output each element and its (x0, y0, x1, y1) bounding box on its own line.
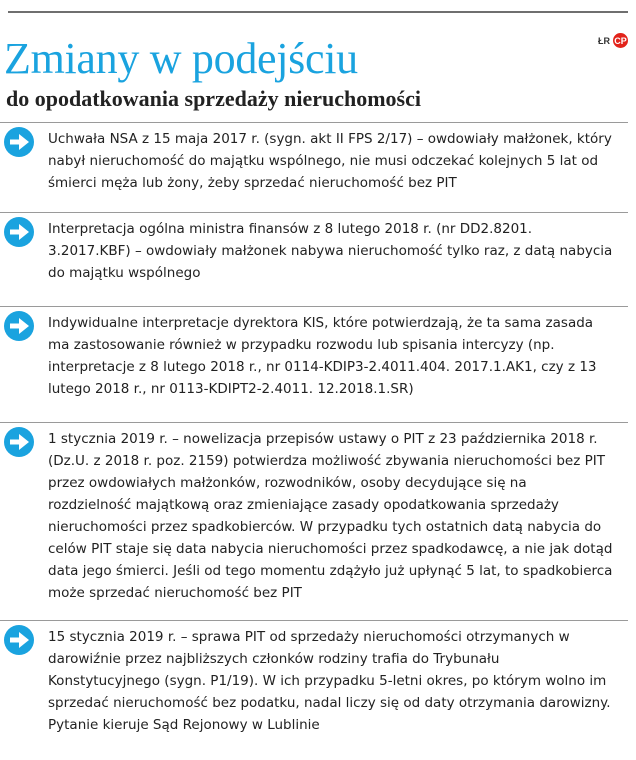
publication-logo: CP (613, 33, 628, 48)
item-text: 1 stycznia 2019 r. – nowelizacja przepisów ustawy o PIT z 23 października 2018 r. (Dz.U. z 2018 r. poz. 2159) potwierdza możliwość zbywania nieruchomości bez PIT przez owdowiałych małżonków, rozwodników, osoby decydujące się na rozdzielność majątkową oraz zmieniające zasady opodatkowania sprzedaży nieruchomości przez spadkobierców. W przypadku tych ostatnich datą nabycia do celów PIT staje się data nabycia nieruchomości przez spadkodawcę, a nie jak dotąd data jego śmierci. Jeśli od tego momentu zdążyło już upłynąć 5 lat, to spadkobierca może sprzedać nieruchomość bez PIT (48, 431, 613, 601)
item-text: 15 stycznia 2019 r. – sprawa PIT od sprzedaży nieruchomości otrzymanych w darowiźnie przez najbliższych członków rodziny trafia do Trybunału Konstytucyjnego (sygn. P1/19). W ich przypadku 5-letni okres, po którym wolno im sprzedać nieruchomość bez podatku, nadal liczy się od daty otrzymania darowizny. Pytanie kieruje Sąd Rejonowy w Lublinie (48, 629, 611, 733)
item-text: Indywidualne interpretacje dyrektora KIS, które potwierdzają, że ta sama zasada ma zastosowanie również w przypadku rozwodu lub spisania intercyzy (np. interpretacje z 8 lutego 2018 r., nr 0114-KDIP3-2.4011.404. 2017.1.AK1, czy z 13 lutego 2018 r., nr 0113-KDIPT2-2.4011. 12.2018.1.SR) (48, 315, 597, 397)
list-item (0, 212, 628, 297)
top-rule (8, 11, 628, 13)
source-label: ŁR (598, 35, 610, 46)
arrow-right-icon (4, 311, 34, 341)
list-item (0, 306, 628, 413)
item-text: Interpretacja ogólna ministra finansów z 8 lutego 2018 r. (nr DD2.8201. 3.2017.KBF) – owdowiały małżonek nabywa nieruchomość tylko raz, z datą nabycia do majątku wspólnego (48, 221, 613, 281)
list-item (0, 422, 628, 613)
arrow-right-icon (4, 625, 34, 655)
page-subtitle: do opodatkowania sprzedaży nieruchomości (6, 86, 421, 111)
list-item (0, 620, 628, 751)
arrow-right-icon (4, 217, 34, 247)
arrow-right-icon (4, 427, 34, 457)
arrow-right-icon (4, 127, 34, 157)
source-credit (598, 33, 628, 48)
page-title: Zmiany w podejściu (4, 34, 358, 83)
item-text: Uchwała NSA z 15 maja 2017 r. (sygn. akt II FPS 2/17) – owdowiały małżonek, który nabył nieruchomość do majątku wspólnego, nie musi odczekać kolejnych 5 lat od śmierci męża lub żony, żeby sprzedać nieruchomość bez PIT (48, 131, 612, 191)
list-item (0, 122, 628, 209)
